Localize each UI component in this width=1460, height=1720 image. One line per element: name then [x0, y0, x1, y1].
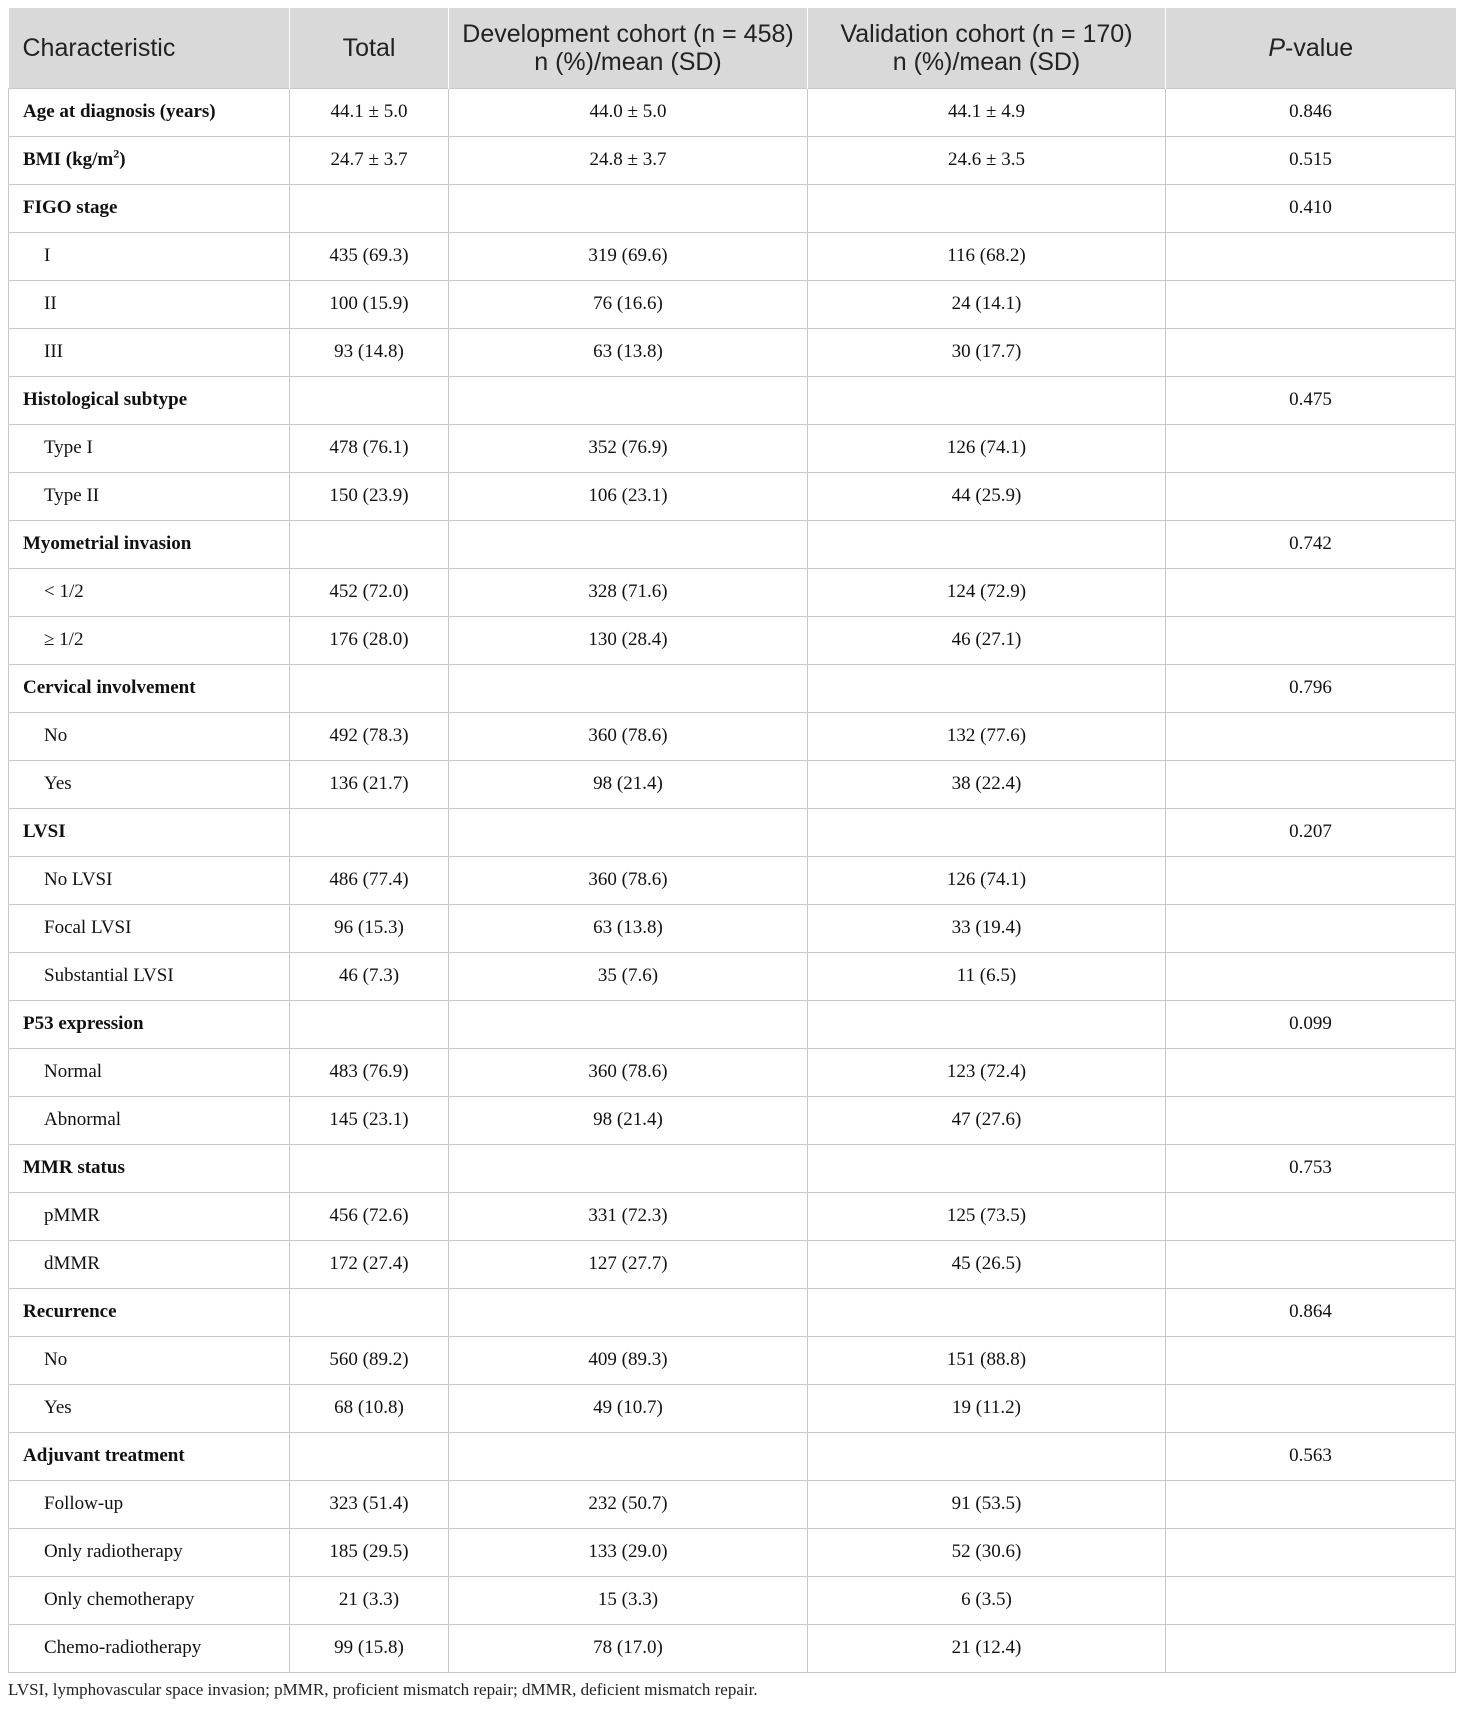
total-cell: 150 (23.9) [290, 472, 449, 520]
row-label [9, 1528, 290, 1576]
row-label-text: Age at diagnosis (years) [23, 101, 216, 122]
row-label-text: Type II [44, 485, 100, 506]
validation-cell: 11 (6.5) [808, 952, 1166, 1000]
validation-cell: 45 (26.5) [808, 1240, 1166, 1288]
row-label-text: No [44, 725, 68, 746]
subcategory-row [9, 328, 1456, 376]
validation-cell: 46 (27.1) [808, 616, 1166, 664]
row-label [9, 1384, 290, 1432]
row-label-text: < 1/2 [44, 581, 84, 602]
total-cell: 483 (76.9) [290, 1048, 449, 1096]
p-value-cell [1166, 1240, 1456, 1288]
subcategory-row [9, 568, 1456, 616]
header-total: Total [290, 8, 449, 88]
row-label-text: P53 expression [23, 1013, 144, 1034]
subcategory-row [9, 1384, 1456, 1432]
subcategory-row [9, 232, 1456, 280]
total-cell [290, 808, 449, 856]
row-label-text: Myometrial invasion [23, 533, 192, 554]
row-label-text: ≥ 1/2 [44, 629, 84, 650]
row-label-text: Normal [44, 1061, 103, 1082]
p-value-cell [1166, 232, 1456, 280]
development-cell: 360 (78.6) [449, 1048, 808, 1096]
row-label [9, 1240, 290, 1288]
validation-cell: 44 (25.9) [808, 472, 1166, 520]
total-cell: 24.7 ± 3.7 [290, 136, 449, 184]
subcategory-row [9, 1576, 1456, 1624]
validation-cell: 30 (17.7) [808, 328, 1166, 376]
row-label-text: LVSI [23, 821, 66, 842]
validation-cell: 91 (53.5) [808, 1480, 1166, 1528]
validation-cell: 19 (11.2) [808, 1384, 1166, 1432]
row-label-superscript: 2 [113, 146, 120, 161]
row-label [9, 568, 290, 616]
table-container [8, 8, 1455, 1673]
total-cell: 68 (10.8) [290, 1384, 449, 1432]
header-p-value [1166, 8, 1456, 88]
row-label [9, 760, 290, 808]
row-label [9, 136, 290, 184]
row-label-text: Type I [44, 437, 93, 458]
characteristics-table [8, 8, 1456, 1673]
row-label [9, 472, 290, 520]
subcategory-row [9, 760, 1456, 808]
row-label-text: No [44, 1349, 68, 1370]
total-cell: 456 (72.6) [290, 1192, 449, 1240]
row-label [9, 1336, 290, 1384]
total-cell: 560 (89.2) [290, 1336, 449, 1384]
subcategory-row [9, 616, 1456, 664]
row-label [9, 520, 290, 568]
total-cell [290, 184, 449, 232]
row-label [9, 88, 290, 136]
total-cell: 46 (7.3) [290, 952, 449, 1000]
category-row [9, 88, 1456, 136]
row-label-text: Yes [44, 773, 72, 794]
development-cell: 360 (78.6) [449, 856, 808, 904]
total-cell: 323 (51.4) [290, 1480, 449, 1528]
p-value-cell: 0.475 [1166, 376, 1456, 424]
row-label [9, 1000, 290, 1048]
development-cell [449, 808, 808, 856]
subcategory-row [9, 1240, 1456, 1288]
p-value-cell [1166, 904, 1456, 952]
validation-cell [808, 1288, 1166, 1336]
total-cell: 21 (3.3) [290, 1576, 449, 1624]
development-cell: 63 (13.8) [449, 328, 808, 376]
header-p-rest: -value [1285, 33, 1354, 62]
category-row [9, 520, 1456, 568]
category-row [9, 376, 1456, 424]
total-cell: 145 (23.1) [290, 1096, 449, 1144]
p-value-cell [1166, 328, 1456, 376]
total-cell: 492 (78.3) [290, 712, 449, 760]
development-cell [449, 1288, 808, 1336]
validation-cell [808, 1432, 1166, 1480]
total-cell: 136 (21.7) [290, 760, 449, 808]
development-cell: 63 (13.8) [449, 904, 808, 952]
validation-cell: 116 (68.2) [808, 232, 1166, 280]
p-value-cell [1166, 1384, 1456, 1432]
header-validation-line1: Validation cohort (n = 170) [840, 19, 1133, 48]
total-cell [290, 376, 449, 424]
row-label [9, 376, 290, 424]
validation-cell: 33 (19.4) [808, 904, 1166, 952]
validation-cell: 123 (72.4) [808, 1048, 1166, 1096]
total-cell: 176 (28.0) [290, 616, 449, 664]
category-row [9, 1000, 1456, 1048]
validation-cell: 47 (27.6) [808, 1096, 1166, 1144]
p-value-cell [1166, 280, 1456, 328]
p-value-cell: 0.207 [1166, 808, 1456, 856]
row-label-text: MMR status [23, 1157, 125, 1178]
subcategory-row [9, 904, 1456, 952]
header-characteristic: Characteristic [9, 8, 290, 88]
development-cell: 76 (16.6) [449, 280, 808, 328]
p-value-cell: 0.864 [1166, 1288, 1456, 1336]
development-cell: 130 (28.4) [449, 616, 808, 664]
total-cell: 93 (14.8) [290, 328, 449, 376]
total-cell: 478 (76.1) [290, 424, 449, 472]
validation-cell: 21 (12.4) [808, 1624, 1166, 1672]
total-cell: 452 (72.0) [290, 568, 449, 616]
validation-cell [808, 184, 1166, 232]
row-label [9, 424, 290, 472]
p-value-cell: 0.410 [1166, 184, 1456, 232]
p-value-cell [1166, 1048, 1456, 1096]
category-row [9, 136, 1456, 184]
p-value-cell [1166, 616, 1456, 664]
development-cell: 78 (17.0) [449, 1624, 808, 1672]
row-label-text: I [44, 245, 51, 266]
validation-cell [808, 664, 1166, 712]
row-label-text: Histological subtype [23, 389, 188, 410]
subcategory-row [9, 712, 1456, 760]
row-label [9, 1144, 290, 1192]
total-cell: 99 (15.8) [290, 1624, 449, 1672]
header-development-line1: Development cohort (n = 458) [462, 19, 794, 48]
row-label-text: Recurrence [23, 1301, 117, 1322]
category-row [9, 1288, 1456, 1336]
p-value-cell [1166, 760, 1456, 808]
row-label-text: III [44, 341, 63, 362]
table-footnote: LVSI, lymphovascular space invasion; pMMR, proficient mismatch repair; dMMR, deficient mismatch repair. [8, 1680, 758, 1699]
validation-cell [808, 376, 1166, 424]
validation-cell [808, 1144, 1166, 1192]
row-label-text: Yes [44, 1397, 72, 1418]
development-cell [449, 1432, 808, 1480]
development-cell [449, 520, 808, 568]
row-label-end: ) [119, 149, 126, 170]
total-cell: 100 (15.9) [290, 280, 449, 328]
header-development-line2: n (%)/mean (SD) [534, 47, 722, 76]
p-value-cell [1166, 1576, 1456, 1624]
row-label [9, 1192, 290, 1240]
p-value-cell [1166, 1192, 1456, 1240]
total-cell: 172 (27.4) [290, 1240, 449, 1288]
subcategory-row [9, 424, 1456, 472]
subcategory-row [9, 856, 1456, 904]
header-row [9, 8, 1456, 88]
category-row [9, 184, 1456, 232]
validation-cell: 126 (74.1) [808, 424, 1166, 472]
total-cell: 96 (15.3) [290, 904, 449, 952]
header-development-cohort [449, 8, 808, 88]
category-row [9, 1144, 1456, 1192]
row-label [9, 232, 290, 280]
p-value-cell: 0.753 [1166, 1144, 1456, 1192]
development-cell: 328 (71.6) [449, 568, 808, 616]
category-row [9, 808, 1456, 856]
development-cell [449, 184, 808, 232]
row-label [9, 1288, 290, 1336]
row-label [9, 664, 290, 712]
development-cell [449, 1144, 808, 1192]
development-cell: 15 (3.3) [449, 1576, 808, 1624]
validation-cell: 38 (22.4) [808, 760, 1166, 808]
row-label [9, 328, 290, 376]
p-value-cell: 0.563 [1166, 1432, 1456, 1480]
development-cell: 133 (29.0) [449, 1528, 808, 1576]
row-label [9, 712, 290, 760]
p-value-cell [1166, 424, 1456, 472]
total-cell [290, 1288, 449, 1336]
development-cell: 35 (7.6) [449, 952, 808, 1000]
development-cell: 127 (27.7) [449, 1240, 808, 1288]
row-label [9, 1096, 290, 1144]
development-cell: 24.8 ± 3.7 [449, 136, 808, 184]
p-value-cell: 0.846 [1166, 88, 1456, 136]
row-label-text: Abnormal [44, 1109, 122, 1130]
validation-cell: 125 (73.5) [808, 1192, 1166, 1240]
row-label [9, 1624, 290, 1672]
p-value-cell [1166, 1480, 1456, 1528]
category-row [9, 664, 1456, 712]
row-label [9, 808, 290, 856]
development-cell: 319 (69.6) [449, 232, 808, 280]
row-label-text: Chemo-radiotherapy [44, 1637, 202, 1658]
header-p-italic: P [1268, 33, 1286, 62]
validation-cell: 24.6 ± 3.5 [808, 136, 1166, 184]
validation-cell: 151 (88.8) [808, 1336, 1166, 1384]
total-cell [290, 664, 449, 712]
header-validation-line2: n (%)/mean (SD) [892, 47, 1081, 76]
total-cell [290, 1144, 449, 1192]
p-value-cell: 0.515 [1166, 136, 1456, 184]
total-cell [290, 1432, 449, 1480]
validation-cell: 124 (72.9) [808, 568, 1166, 616]
row-label-text: BMI (kg/m [23, 149, 114, 170]
row-label-text: FIGO stage [23, 197, 118, 218]
row-label-text: Follow-up [44, 1493, 124, 1514]
row-label-text: Substantial LVSI [44, 965, 174, 986]
development-cell: 98 (21.4) [449, 760, 808, 808]
subcategory-row [9, 952, 1456, 1000]
validation-cell [808, 1000, 1166, 1048]
subcategory-row [9, 1528, 1456, 1576]
row-label-text: Cervical involvement [23, 677, 196, 698]
row-label-text: Only radiotherapy [44, 1541, 183, 1562]
total-cell: 185 (29.5) [290, 1528, 449, 1576]
subcategory-row [9, 1336, 1456, 1384]
p-value-cell [1166, 952, 1456, 1000]
p-value-cell [1166, 472, 1456, 520]
development-cell: 360 (78.6) [449, 712, 808, 760]
p-value-cell [1166, 1624, 1456, 1672]
development-cell [449, 1000, 808, 1048]
validation-cell [808, 808, 1166, 856]
row-label-text: Only chemotherapy [44, 1589, 195, 1610]
subcategory-row [9, 280, 1456, 328]
development-cell: 352 (76.9) [449, 424, 808, 472]
row-label [9, 184, 290, 232]
total-cell: 486 (77.4) [290, 856, 449, 904]
p-value-cell [1166, 1096, 1456, 1144]
development-cell: 98 (21.4) [449, 1096, 808, 1144]
total-cell: 435 (69.3) [290, 232, 449, 280]
development-cell [449, 664, 808, 712]
row-label-text: Focal LVSI [44, 917, 132, 938]
subcategory-row [9, 1048, 1456, 1096]
row-label [9, 1048, 290, 1096]
row-label [9, 856, 290, 904]
p-value-cell [1166, 568, 1456, 616]
total-cell: 44.1 ± 5.0 [290, 88, 449, 136]
development-cell: 331 (72.3) [449, 1192, 808, 1240]
validation-cell: 44.1 ± 4.9 [808, 88, 1166, 136]
validation-cell: 24 (14.1) [808, 280, 1166, 328]
validation-cell: 52 (30.6) [808, 1528, 1166, 1576]
row-label [9, 280, 290, 328]
development-cell: 232 (50.7) [449, 1480, 808, 1528]
row-label [9, 1432, 290, 1480]
p-value-cell: 0.742 [1166, 520, 1456, 568]
row-label [9, 1576, 290, 1624]
development-cell [449, 376, 808, 424]
total-cell [290, 520, 449, 568]
validation-cell [808, 520, 1166, 568]
row-label [9, 616, 290, 664]
p-value-cell [1166, 856, 1456, 904]
subcategory-row [9, 1192, 1456, 1240]
p-value-cell [1166, 1336, 1456, 1384]
row-label-text: Adjuvant treatment [23, 1445, 185, 1466]
validation-cell: 132 (77.6) [808, 712, 1166, 760]
row-label [9, 1480, 290, 1528]
subcategory-row [9, 472, 1456, 520]
development-cell: 49 (10.7) [449, 1384, 808, 1432]
subcategory-row [9, 1096, 1456, 1144]
row-label-text: No LVSI [44, 869, 113, 890]
total-cell [290, 1000, 449, 1048]
p-value-cell [1166, 1528, 1456, 1576]
development-cell: 409 (89.3) [449, 1336, 808, 1384]
row-label [9, 904, 290, 952]
category-row [9, 1432, 1456, 1480]
validation-cell: 126 (74.1) [808, 856, 1166, 904]
row-label-text: dMMR [44, 1253, 100, 1274]
row-label [9, 952, 290, 1000]
row-label-text: II [44, 293, 57, 314]
header-validation-cohort [808, 8, 1166, 88]
subcategory-row [9, 1624, 1456, 1672]
subcategory-row [9, 1480, 1456, 1528]
p-value-cell: 0.099 [1166, 1000, 1456, 1048]
row-label-text: pMMR [44, 1205, 100, 1226]
development-cell: 106 (23.1) [449, 472, 808, 520]
p-value-cell [1166, 712, 1456, 760]
table-body [9, 88, 1456, 1672]
p-value-cell: 0.796 [1166, 664, 1456, 712]
development-cell: 44.0 ± 5.0 [449, 88, 808, 136]
validation-cell: 6 (3.5) [808, 1576, 1166, 1624]
